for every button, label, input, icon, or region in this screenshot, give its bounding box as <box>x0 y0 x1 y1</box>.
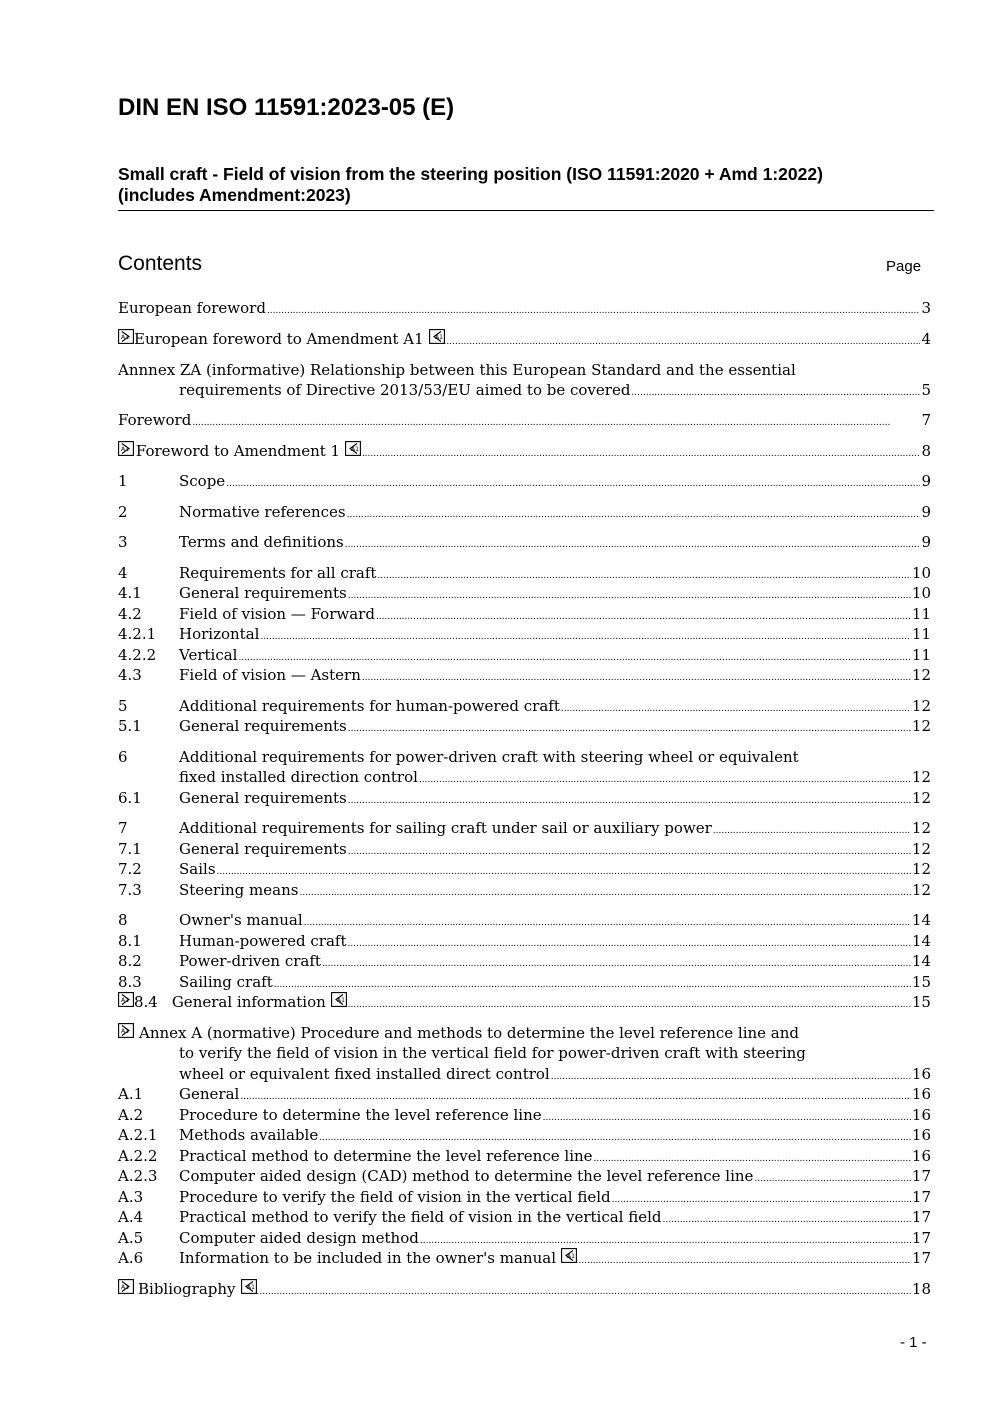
toc-entry-8-3[interactable] <box>118 972 931 993</box>
toc-entry-4[interactable] <box>118 563 931 584</box>
toc-entry-title: General requirements <box>179 789 347 807</box>
toc-entry-number: 4.2 <box>118 605 142 623</box>
toc-entry-page: 12 <box>911 881 931 899</box>
dot-leader <box>257 1279 911 1300</box>
toc-entry-page: 14 <box>911 952 931 970</box>
dot-leader <box>543 1105 911 1126</box>
dot-leader <box>376 604 911 625</box>
toc-entry-annex-a-continued-2[interactable] <box>118 1064 931 1085</box>
toc-entry-title: Practical method to determine the level reference line <box>179 1147 593 1165</box>
toc-entry-title: Sailing craft <box>179 973 273 991</box>
toc-entry-page: 11 <box>911 605 931 623</box>
toc-entry-a-2-3[interactable] <box>118 1166 931 1187</box>
page-number: - 1 - <box>900 1334 927 1351</box>
toc-entry-title: European foreword <box>118 299 266 317</box>
toc-entry-title: General requirements <box>179 840 347 858</box>
toc-entry-title: Practical method to verify the field of vision in the vertical field <box>179 1208 662 1226</box>
toc-entry-annex-a[interactable] <box>118 1023 931 1044</box>
toc-entry-number: 3 <box>118 533 128 551</box>
toc-entry-number: 5 <box>118 697 128 715</box>
toc-entry-page: 16 <box>911 1106 931 1124</box>
toc-entry-a-3[interactable] <box>118 1187 931 1208</box>
svg-text:A1: A1 <box>121 997 129 1004</box>
toc-entry-page: 9 <box>921 533 931 551</box>
toc-entry-a-2-1[interactable] <box>118 1125 931 1146</box>
toc-entry-number: 4.2.1 <box>118 625 157 643</box>
dot-leader <box>594 1146 911 1167</box>
toc-entry-3[interactable] <box>118 532 931 553</box>
toc-entry-title: Foreword to Amendment 1 <box>135 442 341 460</box>
dot-leader <box>377 563 910 584</box>
toc-entry-number: 8.2 <box>118 952 142 970</box>
toc-entry-2[interactable] <box>118 502 931 523</box>
toc-entry-8[interactable] <box>118 910 931 931</box>
toc-entry-page: 14 <box>911 932 931 950</box>
svg-text:A1: A1 <box>121 446 129 453</box>
svg-text:A1: A1 <box>336 997 345 1004</box>
toc-entry-title: General information <box>171 993 326 1011</box>
toc-entry-title: Methods available <box>179 1126 319 1144</box>
toc-entry-number: 8.4 <box>133 993 158 1011</box>
toc-entry-title: European foreword to Amendment A1 <box>134 330 424 348</box>
toc-entry-8-1[interactable] <box>118 931 931 952</box>
dot-leader <box>192 410 920 431</box>
toc-entry-page: 17 <box>911 1188 931 1206</box>
toc-entry-page: 12 <box>911 666 931 684</box>
toc-entry-page: 10 <box>911 584 931 602</box>
dot-leader <box>240 1084 911 1105</box>
amendment-end-marker-icon <box>429 329 443 344</box>
dot-leader <box>441 329 921 350</box>
toc-entry-title: Requirements for all craft <box>179 564 377 582</box>
dot-leader <box>217 859 911 880</box>
svg-text:A1: A1 <box>434 334 443 341</box>
toc-entry-page: 18 <box>911 1280 931 1298</box>
toc-entry-page: 8 <box>921 442 932 460</box>
amendment-start-marker-icon <box>118 1279 133 1294</box>
dot-leader <box>348 788 911 809</box>
toc-entry-a-2[interactable] <box>118 1105 931 1126</box>
toc-entry-4-1[interactable] <box>118 583 931 604</box>
toc-entry-annex-za-continued[interactable] <box>118 380 931 401</box>
toc-entry-title: General requirements <box>179 584 347 602</box>
toc-entry-title: Computer aided design (CAD) method to determine the level reference line <box>179 1167 754 1185</box>
amendment-start-marker-icon <box>118 992 131 1007</box>
toc-entry-number: A.1 <box>118 1085 144 1103</box>
toc-entry-annex-a-continued-1[interactable] <box>118 1043 931 1064</box>
toc-entry-page: 17 <box>911 1229 931 1247</box>
svg-text:A1: A1 <box>121 1284 129 1291</box>
toc-entry-number: 4 <box>118 564 128 582</box>
page-column-heading: Page <box>886 258 922 275</box>
toc-entry-title: General <box>179 1085 240 1103</box>
toc-entry-a-6[interactable] <box>118 1248 931 1269</box>
dot-leader <box>274 972 911 993</box>
toc-entry-number: A.2.2 <box>118 1147 158 1165</box>
toc-entry-7-2[interactable] <box>118 859 931 880</box>
toc-entry-title: Power-driven craft <box>179 952 321 970</box>
toc-entry-page: 10 <box>911 564 931 582</box>
toc-entry-foreword-amendment[interactable] <box>118 441 931 462</box>
contents-heading: Contents <box>118 252 203 275</box>
dot-leader <box>238 645 910 666</box>
toc-entry-number: 4.1 <box>118 584 142 602</box>
toc-entry-number: A.2.3 <box>118 1167 158 1185</box>
toc-entry-annex-za[interactable] <box>118 360 931 381</box>
toc-entry-title: requirements of Directive 2013/53/EU aimed to be covered <box>179 381 631 399</box>
dot-leader <box>570 1248 911 1269</box>
toc-entry-number: A.3 <box>118 1188 144 1206</box>
toc-entry-page: 9 <box>921 503 931 521</box>
toc-entry-number: 7.2 <box>118 860 142 878</box>
dot-leader <box>420 1228 911 1249</box>
toc-entry-number: A.5 <box>118 1229 144 1247</box>
toc-entry-bibliography[interactable] <box>118 1279 931 1300</box>
toc-entry-number: 4.2.2 <box>118 646 157 664</box>
toc-entry-page: 12 <box>911 768 931 786</box>
toc-entry-page: 7 <box>921 411 931 429</box>
dot-leader <box>260 624 910 645</box>
toc-entry-page: 11 <box>911 625 931 643</box>
toc-entry-title: Vertical <box>179 646 238 664</box>
toc-entry-page: 17 <box>911 1167 931 1185</box>
toc-entry-title: Normative references <box>179 503 346 521</box>
dot-leader <box>226 471 920 492</box>
dot-leader <box>319 1125 911 1146</box>
toc-entry-title: Additional requirements for human-powered craft <box>179 697 560 715</box>
toc-entry-4-2-1[interactable] <box>118 624 931 645</box>
svg-text:A1: A1 <box>246 1284 255 1291</box>
toc-entry-title: wheel or equivalent fixed installed direct control <box>179 1065 550 1083</box>
toc-entry-number: 8 <box>118 911 128 929</box>
toc-entry-page: 5 <box>921 381 931 399</box>
toc-entry-title: Information to be included in the owner's manual <box>179 1249 556 1267</box>
toc-entry-7-3[interactable] <box>118 880 931 901</box>
toc-entry-page: 12 <box>911 860 931 878</box>
toc-entry-title: Scope <box>179 472 226 490</box>
toc-entry-number: 4.3 <box>118 666 142 684</box>
dot-leader <box>359 441 921 462</box>
toc-entry-number: 1 <box>118 472 128 490</box>
dot-leader <box>551 1064 911 1085</box>
dot-leader <box>345 992 911 1013</box>
toc-entry-5-1[interactable] <box>118 716 931 737</box>
toc-entry-title: Horizontal <box>179 625 260 643</box>
dot-leader <box>754 1166 910 1187</box>
toc-entry-european-foreword[interactable] <box>118 298 931 319</box>
toc-entry-page: 16 <box>911 1147 931 1165</box>
toc-entry-title: Bibliography <box>138 1280 236 1298</box>
toc-entry-page: 14 <box>911 911 931 929</box>
dot-leader <box>663 1207 911 1228</box>
toc-entry-number: 8.1 <box>118 932 142 950</box>
toc-entry-page: 15 <box>911 993 931 1011</box>
toc-entry-number: 8.3 <box>118 973 142 991</box>
toc-entry-title: Sails <box>179 860 216 878</box>
toc-entry-6[interactable] <box>118 747 931 768</box>
toc-entry-page: 12 <box>911 840 931 858</box>
dot-leader <box>322 951 911 972</box>
toc-entry-page: 9 <box>921 472 931 490</box>
toc-entry-title: Procedure to determine the level reference line <box>179 1106 542 1124</box>
amendment-start-marker-icon <box>118 329 129 344</box>
toc-entry-4-3[interactable] <box>118 665 931 686</box>
dot-leader <box>419 767 911 788</box>
toc-entry-page: 16 <box>911 1065 931 1083</box>
toc-entry-page: 17 <box>911 1249 931 1267</box>
toc-entry-title: General requirements <box>179 717 347 735</box>
toc-entry-number: 7.1 <box>118 840 142 858</box>
toc-entry-8-2[interactable] <box>118 951 931 972</box>
toc-entry-7-1[interactable] <box>118 839 931 860</box>
toc-entry-title: fixed installed direction control <box>179 768 418 786</box>
toc-entry-8-4[interactable] <box>118 992 931 1013</box>
document-title: DIN EN ISO 11591:2023-05 (E) <box>118 94 455 121</box>
toc-entry-page: 16 <box>911 1085 931 1103</box>
dot-leader <box>561 696 911 717</box>
dot-leader <box>299 880 910 901</box>
toc-entry-title: Terms and definitions <box>179 533 344 551</box>
toc-entry-page: 17 <box>911 1208 931 1226</box>
toc-entry-6-1[interactable] <box>118 788 931 809</box>
toc-entry-title: Procedure to verify the field of vision in the vertical field <box>179 1188 611 1206</box>
toc-entry-4-2-2[interactable] <box>118 645 931 666</box>
dot-leader <box>304 910 911 931</box>
toc-entry-page: 16 <box>911 1126 931 1144</box>
toc-entry-number: 5.1 <box>118 717 142 735</box>
amendment-end-marker-icon <box>561 1248 575 1263</box>
toc-entry-page: 12 <box>911 717 931 735</box>
toc-entry-7[interactable] <box>118 818 931 839</box>
dot-leader <box>267 298 921 319</box>
toc-entry-page: 3 <box>921 299 931 317</box>
toc-entry-page: 12 <box>911 819 931 837</box>
toc-entry-title: Field of vision — Astern <box>179 666 361 684</box>
amendment-end-marker-icon <box>345 441 358 456</box>
toc-entry-a-4[interactable] <box>118 1207 931 1228</box>
toc-entry-title: Owner's manual <box>179 911 303 929</box>
dot-leader <box>631 380 920 401</box>
toc-entry-4-2[interactable] <box>118 604 931 625</box>
dot-leader <box>348 716 911 737</box>
toc-entry-page: 15 <box>911 973 931 991</box>
toc-entry-5[interactable] <box>118 696 931 717</box>
dot-leader <box>612 1187 911 1208</box>
dot-leader <box>347 502 921 523</box>
dot-leader <box>348 839 911 860</box>
toc-entry-number: 2 <box>118 503 128 521</box>
svg-text:A1: A1 <box>121 1028 129 1035</box>
toc-entry-6-continued[interactable] <box>118 767 931 788</box>
toc-entry-page: 11 <box>911 646 931 664</box>
svg-text:A1: A1 <box>351 446 359 453</box>
dot-leader <box>345 532 921 553</box>
toc-entry-number: A.2 <box>118 1106 144 1124</box>
toc-entry-page: 12 <box>911 697 931 715</box>
toc-entry-european-foreword-amendment[interactable] <box>118 329 931 350</box>
toc-entry-number: A.4 <box>118 1208 144 1226</box>
svg-text:A1: A1 <box>121 334 129 341</box>
subtitle-line-1: Small craft - Field of vision from the steering position (ISO 11591:2020 + Amd 1:2022) <box>118 164 823 184</box>
toc-entry-1[interactable] <box>118 471 931 492</box>
toc-entry-a-5[interactable] <box>118 1228 931 1249</box>
toc-entry-title: to verify the field of vision in the vertical field for power-driven craft with steering <box>179 1044 806 1062</box>
amendment-end-marker-icon <box>241 1279 256 1294</box>
toc-entry-title: Additional requirements for power-driven craft with steering wheel or equivalent <box>179 748 799 766</box>
svg-text:A1: A1 <box>567 1253 575 1260</box>
toc-entry-page: 4 <box>921 330 931 348</box>
toc-entry-title: Annex A (normative) Procedure and methods to determine the level reference line and <box>139 1024 800 1042</box>
amendment-start-marker-icon <box>118 441 131 456</box>
toc-entry-a-1[interactable] <box>118 1084 931 1105</box>
toc-entry-page: 12 <box>911 789 931 807</box>
toc-entry-a-2-2[interactable] <box>118 1146 931 1167</box>
toc-entry-title: Foreword <box>118 411 192 429</box>
toc-entry-title: Steering means <box>179 881 299 899</box>
toc-entry-number: 6 <box>118 748 128 766</box>
toc-entry-number: 7.3 <box>118 881 142 899</box>
toc-entry-number: 7 <box>118 819 128 837</box>
toc-entry-foreword[interactable] <box>118 410 931 431</box>
amendment-start-marker-icon <box>118 1023 134 1038</box>
dot-leader <box>713 818 911 839</box>
subtitle-line-2: (includes Amendment:2023) <box>118 185 351 205</box>
dot-leader <box>362 665 911 686</box>
toc-entry-title: Human-powered craft <box>179 932 347 950</box>
toc-entry-number: 6.1 <box>118 789 142 807</box>
dot-leader <box>348 583 911 604</box>
toc-entry-number: A.6 <box>118 1249 144 1267</box>
toc-entry-title: Additional requirements for sailing craft under sail or auxiliary power <box>179 819 712 837</box>
dot-leader <box>348 931 911 952</box>
amendment-end-marker-icon <box>331 992 344 1007</box>
toc-entry-title: Computer aided design method <box>179 1229 419 1247</box>
toc-entry-title: Annnex ZA (informative) Relationship between this European Standard and the essential <box>118 361 796 379</box>
toc-entry-number: A.2.1 <box>118 1126 158 1144</box>
toc-entry-title: Field of vision — Forward <box>179 605 375 623</box>
